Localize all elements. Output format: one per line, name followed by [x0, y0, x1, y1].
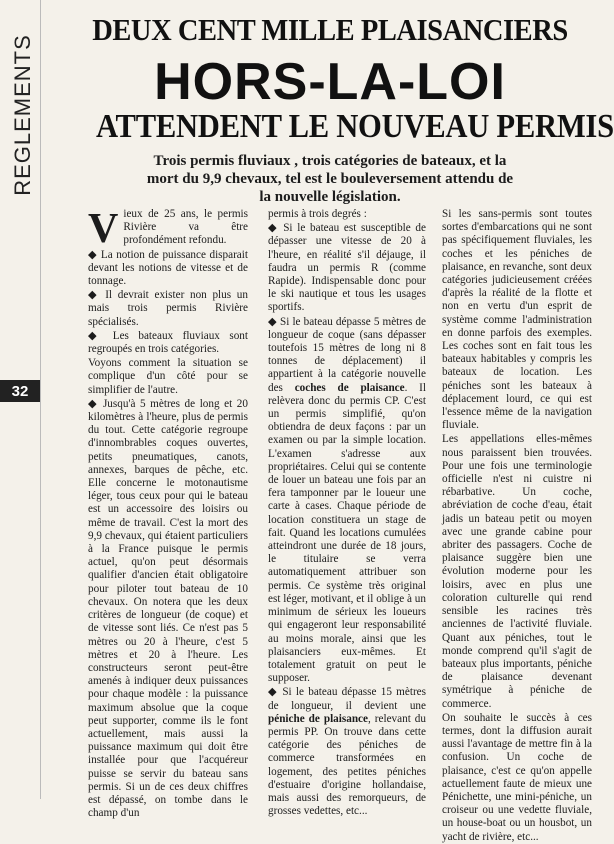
drop-cap: V	[88, 206, 119, 252]
paragraph: ◆ Jusqu'à 5 mètres de long et 20 kilomètres à l'heure, plus de permis du tout. Cette catégorie regroupe d'innombrables coques ouvertes, petits pneumatiques, canots, annexes, barques de pêche, etc. Elle concerne le motonautisme léger, tous ceux pour qui le bateau est un accessoire des loisirs ou même de travail. C'est la mort des 9,9 chevaux, qui étaient particuliers à la France puisque le permis actuel, qu'on peut désormais qualifier d'ancien était obligatoire pour piloter tout bateau de 10 chevaux. On notera que les deux critères de longueur (de coque) et de vitesse sont liés. Ce n'est pas 5 mètres ou 20 à l'heure, c'est 5 mètres et 20 à l'heure. Les constructeurs seront peut-être amenés à indiquer deux puissances pour chaque modèle : la puissance maximum absolue que la coque peut supporter, comme ils le font actuellement, mais aussi la puissance maximum qui doit être installée pour que l'acquéreur puisse se servir du bateau sans permis. Si un de ces deux chiffres est dépassé, on tombe dans le champ d'un	[88, 397, 248, 820]
paragraph-text: , relevant du permis PP. On trouve dans cette catégorie des péniches de commerce transformées en logement, des petites péniches d'estuaire d'origine hollandaise, mais aussi des remorqueurs, de grosses vedettes, etc...	[268, 712, 426, 818]
paragraph: Voyons comment la situation se complique d'un côté pour se simplifier de l'autre.	[88, 357, 248, 396]
page-number: 32	[0, 380, 40, 402]
paragraph: ◆ Si le bateau est susceptible de dépasser une vitesse de 20 à l'heure, en réalité s'il déjauge, il faudra un permis R (comme Rapide). Indispensable donc pour le ski nautique et tous les usages sportifs.	[268, 222, 426, 314]
paragraph: On souhaite le succès à ces termes, dont la diffusion aurait aussi l'avantage de mettre fin à la confusion. Un coche de plaisance, c'est ce qu'on appelle actuellement faute de mieux une Pénichette, une mini-péniche, un croiseur ou une vedette fluviale, un house-boat ou un housbot, un yacht de rivière, etc...	[442, 711, 592, 843]
paragraph: ◆ Les bateaux fluviaux sont regroupés en trois catégories.	[88, 329, 248, 356]
paragraph-text: . Il relèvera donc du permis CP. C'est un permis simplifié, qu'on obtiendra de deux façons : par un examen ou par la simple location. L'examen s'adresse aux propriétaires. Celui qui se contente de louer un bateau une fois par an fera tamponner par le loueur une carte à cases. Chaque période de location constituera un stage de fait. Quand les locations cumulées atteindront une durée de 18 jours, le titulaire se verra automatiquement attribuer son permis. Ce système très original est léger, motivant, et il oblige à un minimum de sérieux les loueurs qui engageront leur responsabilité au moins morale, ainsi que les plaisanciers eux-mêmes. Et totalement gratuit on peut le supposer.	[268, 381, 427, 685]
headline-line-2: HORS-LA-LOI	[154, 53, 506, 111]
margin-rule	[40, 0, 41, 799]
paragraph: Si les sans-permis sont toutes sortes d'embarcations qui ne sont pas spécifiquement fluviales, les coches et les péniches de plaisance, en revanche, sont deux catégories judicieusement créées d'après la réalité de la flotte et non en vertu d'un esprit de système comme l'administration en donne parfois des exemples. Les coches sont en fait tous les bateaux habitables y compris les bateaux de location. Les péniches sont les bateaux à déplacement lourd, ce qui est l'essence même de la navigation fluviale.	[442, 208, 592, 432]
paragraph: ◆ La notion de puissance disparait devant les notions de vitesse et de tonnage.	[88, 248, 248, 288]
section-label	[8, 20, 38, 210]
headline-line-3: ATTENDENT LE NOUVEAU PERMIS	[96, 108, 614, 145]
headline-line-1: DEUX CENT MILLE PLAISANCIERS	[92, 12, 568, 47]
paragraph-text: ieux de 25 ans, le permis Rivière va être profondément refondu.	[123, 208, 248, 247]
article-column-1	[88, 206, 248, 820]
subtitle: Trois permis fluviaux , trois catégories de bateaux, et la mort du 9,9 chevaux, tel est le bouleversement attendu de la nouvelle législation.	[146, 153, 514, 205]
paragraph: Les appellations elles-mêmes nous paraissent bien trouvées. Pour une fois une terminologie officielle n'est ni cuistre ni rébarbative. Un coche, abréviation de coche d'eau, était jadis un bateau petit ou moyen avec une grande cabine pour abriter des passagers. Coche de plaisance suggère bien une évolution moderne pour les loisirs, avec en plus une coloration culturelle qui rend sensible les racines très anciennes de l'activité fluviale. Quant aux péniches, tout le monde comprend qu'il s'agit de bateaux plus importants, péniche de plaisance devenant symétrique à péniche de commerce.	[442, 433, 592, 710]
paragraph: ◆ Il devrait exister non plus un mais trois permis Rivière spécialisés.	[88, 289, 248, 328]
term-peniche: péniche de plaisance	[268, 712, 368, 725]
paragraph	[268, 316, 426, 686]
paragraph-text: ◆ Si le bateau dépasse 15 mètres de longueur, il devient une	[268, 686, 426, 712]
section-label-text: REGLEMENTS	[10, 34, 35, 196]
paragraph	[268, 686, 426, 818]
paragraph-text: ◆ Si le bateau dépasse 5 mètres de longueur de coque (sans dépasser toutefois 15 mètres de long ni 8 tonnes de déplacement) il appartient à la catégorie nouvelle des	[268, 315, 426, 394]
paragraph: permis à trois degrés :	[268, 208, 367, 220]
paragraph	[88, 206, 248, 252]
term-coches: coches de plaisance	[294, 381, 405, 394]
article-column-3	[442, 208, 592, 843]
article-column-2	[268, 208, 427, 818]
